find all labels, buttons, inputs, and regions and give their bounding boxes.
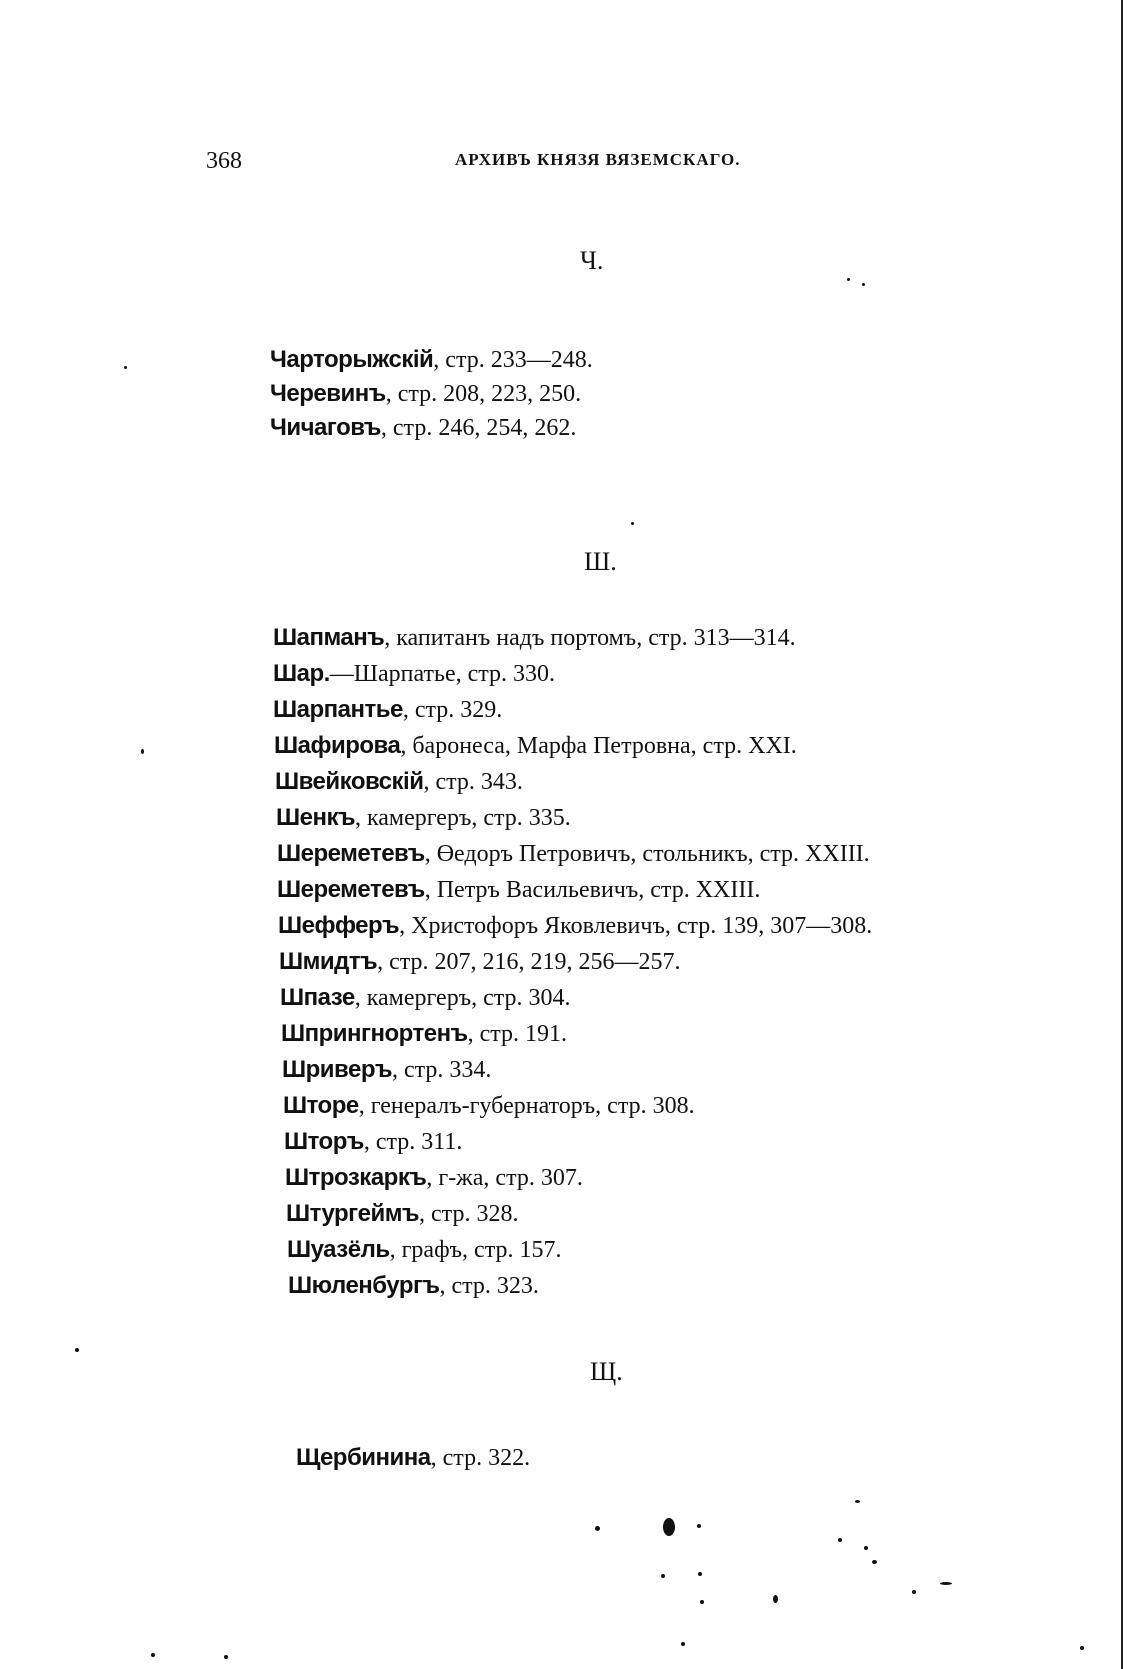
entry-pages: , стр. 323. [439,1273,539,1299]
scan-speck [595,1526,600,1531]
entry-name: Шриверъ [282,1056,392,1083]
entry-name: Чичаговъ [270,414,381,441]
entry-name: Шарпантье [273,696,403,723]
scan-speck [864,1546,868,1550]
entry-pages: , стр. 322. [430,1445,531,1471]
entry-name: Шпрингнортенъ [281,1020,468,1047]
entry-pages: , стр. 334. [391,1057,492,1083]
entry-pages: , стр. 329. [402,697,503,723]
index-entry [278,911,872,941]
entry-pages: , Петръ Васильевичъ, стр. XXIII. [424,877,761,903]
scan-speck [75,1348,79,1352]
entry-pages: , стр. 208, 223, 250. [385,381,582,407]
entry-pages: —Шарпатье, стр. 330. [329,661,556,687]
scan-speck [862,283,865,286]
entry-pages: , стр. 343. [423,769,523,795]
entry-pages: , стр. 328. [419,1201,519,1227]
scan-speck [697,1524,701,1528]
scan-speck [700,1600,704,1604]
entry-pages: , баронеса, Марфа Петровна, стр. XXI. [400,733,797,759]
entry-name: Шереметевъ [277,840,425,867]
entry-pages: , стр. 191. [467,1021,568,1047]
index-entry [277,839,870,869]
entry-pages: , графъ, стр. 157. [389,1237,562,1263]
entry-pages: , Өедоръ Петровичъ, стольникъ, стр. XXIII. [424,841,870,867]
index-entry [288,1271,539,1301]
entry-name: Чарторыжскій [270,346,434,373]
index-entry [282,1055,491,1085]
index-entry [270,379,581,409]
index-entry [273,659,555,689]
page-edge-rule [1121,0,1123,1669]
entry-pages: , генералъ-губернаторъ, стр. 308. [358,1093,695,1119]
scan-speck [698,1572,702,1576]
index-entry [273,623,796,653]
entry-name: Шпазе [280,984,355,1011]
scan-speck [663,1518,675,1536]
entry-pages: , стр. 311. [363,1129,463,1155]
scan-speck [838,1538,842,1542]
entry-name: Шторъ [284,1128,364,1155]
scan-speck [224,1655,228,1659]
scan-speck [847,278,850,281]
index-entry [284,1127,462,1157]
entry-pages: , камергеръ, стр. 304. [354,985,571,1011]
entry-name: Шенкъ [276,804,355,831]
entry-name: Шмидтъ [279,948,378,975]
entry-name: Шефферъ [278,912,400,939]
index-entry [279,947,681,977]
entry-pages: , стр. 246, 254, 262. [380,415,577,441]
section-letter-ch: Ч. [580,246,604,275]
entry-name: Швейковскій [275,768,424,795]
scan-speck [872,1560,877,1564]
entry-pages: , Христофоръ Яковлевичъ, стр. 139, 307—308. [399,913,873,939]
section-letter-sh: Ш. [584,547,617,576]
index-entry [287,1235,561,1265]
entry-pages: , г-жа, стр. 307. [426,1165,583,1191]
index-entry [285,1163,583,1193]
index-entry [283,1091,695,1121]
index-entry [275,767,523,797]
entry-name: Шар. [273,660,330,687]
scan-speck [631,522,634,525]
page-number: 368 [206,148,242,174]
index-entry [276,803,571,833]
running-title: АРХИВЪ КНЯЗЯ ВЯЗЕМСКАГО. [455,150,741,169]
entry-name: Штрозкаркъ [285,1164,427,1191]
scan-speck [1080,1646,1084,1650]
entry-name: Шапманъ [273,624,385,651]
entry-name: Щербинина [296,1444,431,1471]
scan-speck [940,1582,952,1585]
index-entry [270,345,593,375]
scan-speck [141,749,144,754]
index-entry [270,413,576,443]
scan-speck [855,1500,860,1503]
scan-speck [912,1590,916,1594]
index-entry [281,1019,567,1049]
entry-name: Шюленбургъ [288,1272,440,1299]
entry-name: Шереметевъ [277,876,425,903]
index-entry [296,1443,530,1473]
entry-name: Штургеймъ [286,1200,420,1227]
scan-speck [681,1642,685,1646]
index-entry [273,695,502,725]
scan-speck [773,1595,778,1603]
entry-pages: , стр. 233—248. [433,347,593,373]
scan-speck [151,1653,155,1657]
entry-name: Шафирова [274,732,401,759]
index-entry [280,983,571,1013]
index-entry [286,1199,518,1229]
index-entry [277,875,760,905]
section-letter-shch: Щ. [590,1357,623,1386]
index-entry [274,731,797,761]
scan-speck [124,366,127,369]
entry-pages: , капитанъ надъ портомъ, стр. 313—314. [384,625,796,651]
scan-speck [661,1574,665,1578]
entry-pages: , камергеръ, стр. 335. [354,805,571,831]
entry-pages: , стр. 207, 216, 219, 256—257. [377,949,681,975]
entry-name: Шуазёль [287,1236,390,1263]
entry-name: Шторе [283,1092,359,1119]
entry-name: Черевинъ [270,380,386,407]
